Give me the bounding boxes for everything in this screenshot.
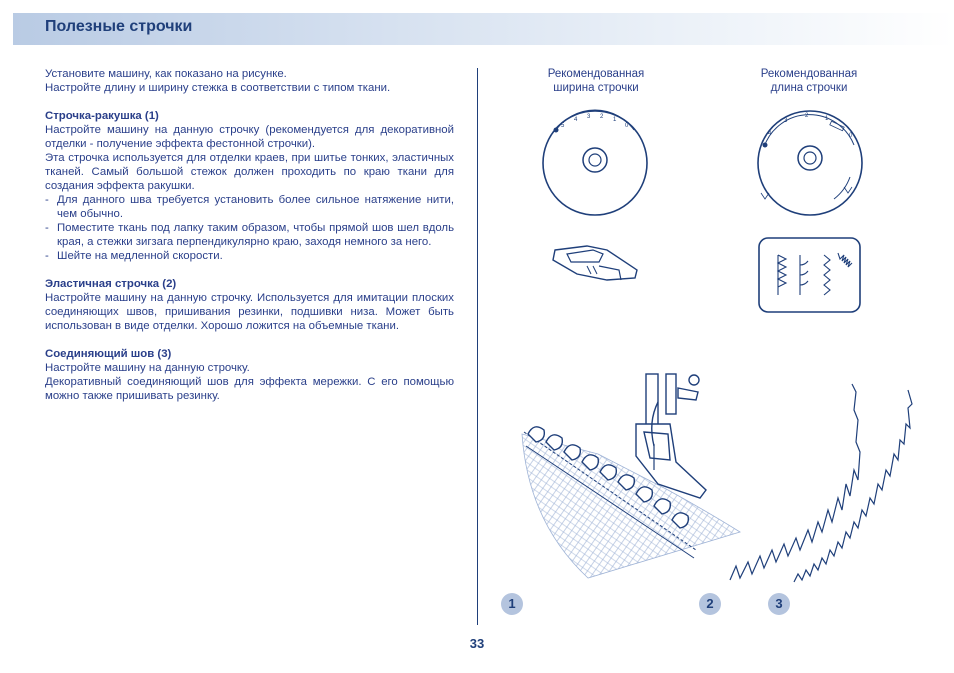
dial-tick-label: 3	[784, 118, 788, 124]
section-title: Соединяющий шов (3)	[45, 348, 172, 360]
list-item-text: Поместите ткань под лапку таким образом, чтобы прямой шов шел вдоль края, а стежки зигзага перпендикулярно краю, заходя немного за него.	[57, 222, 454, 248]
paragraph: Настройте машину на данную строчку.	[45, 362, 250, 374]
list-item: - Для данного шва требуется установить более сильное натяжение нити, чем обычно.	[45, 194, 454, 220]
intro-line: Установите машину, как показано на рисунке.	[45, 68, 287, 80]
paragraph: Настройте машину на данную строчку (рекомендуется для декоративной отделки - получение эффекта фестонной строчки).	[45, 124, 454, 150]
list-item-text: Шейте на медленной скорости.	[57, 250, 223, 262]
dial-tick-label: 0	[625, 123, 629, 129]
dial-tick-label: 2	[600, 114, 604, 120]
dial-tick-label: 5	[561, 123, 565, 129]
figure-badge-2: 2	[699, 593, 721, 615]
section-title: Эластичная строчка (2)	[45, 278, 177, 290]
label-line: ширина строчки	[553, 82, 639, 94]
list-item-text: Для данного шва требуется установить более сильное натяжение нити, чем обычно.	[57, 194, 454, 220]
dial-tick-label: 0	[849, 133, 853, 139]
width-dial-label	[521, 67, 671, 95]
list-item: - Поместите ткань под лапку таким образом, чтобы прямой шов шел вдоль края, а стежки зигзага перпендикулярно краю, заходя немного за него.	[45, 222, 454, 248]
text-column	[45, 67, 454, 403]
label-line: длина строчки	[770, 82, 848, 94]
dial-tick-label: 1	[613, 117, 617, 123]
dial-tick-label: 4	[574, 117, 578, 123]
paragraph: Эта строчка используется для отделки краев, при шитье тонких, эластичных тканей. Самый большой стежок должен проходить по краю ткани для создания эффекта ракушки.	[45, 152, 454, 192]
dial-tick-label: 3	[587, 114, 591, 120]
page-title: Полезные строчки	[45, 18, 193, 35]
presser-foot-icon	[547, 240, 647, 292]
connecting-stitch-illustration	[790, 386, 915, 590]
label-line: Рекомендованная	[547, 68, 645, 80]
section-title: Строчка-ракушка (1)	[45, 110, 159, 122]
dial-tick-label: 2	[805, 113, 809, 119]
dial-tick-label: 4	[768, 131, 772, 137]
stitch-pattern-icon	[758, 237, 861, 313]
column-divider	[477, 68, 478, 625]
page-number: 33	[469, 636, 485, 651]
label-line: Рекомендованная	[760, 68, 858, 80]
dial-tick-label: 1	[825, 116, 829, 122]
figure-badge-1: 1	[501, 593, 523, 615]
length-dial-label	[734, 67, 884, 95]
paragraph: Настройте машину на данную строчку. Используется для имитации плоских соединяющих швов, пришивания резинки, подшивки низа. Может быть использован в виде отделки. Хорошо ложится на объемные ткани.	[45, 292, 454, 332]
figure-badge-3: 3	[768, 593, 790, 615]
stitch-width-dial-icon	[540, 108, 650, 218]
paragraph: Декоративный соединяющий шов для эффекта мережки. С его помощью можно также пришивать резинку.	[45, 376, 454, 402]
intro-line: Настройте длину и ширину стежка в соответствии с типом ткани.	[45, 82, 391, 94]
list-item: - Шейте на медленной скорости.	[45, 249, 454, 263]
shell-stitch-illustration	[518, 372, 743, 586]
stitch-length-dial-icon	[754, 107, 866, 219]
